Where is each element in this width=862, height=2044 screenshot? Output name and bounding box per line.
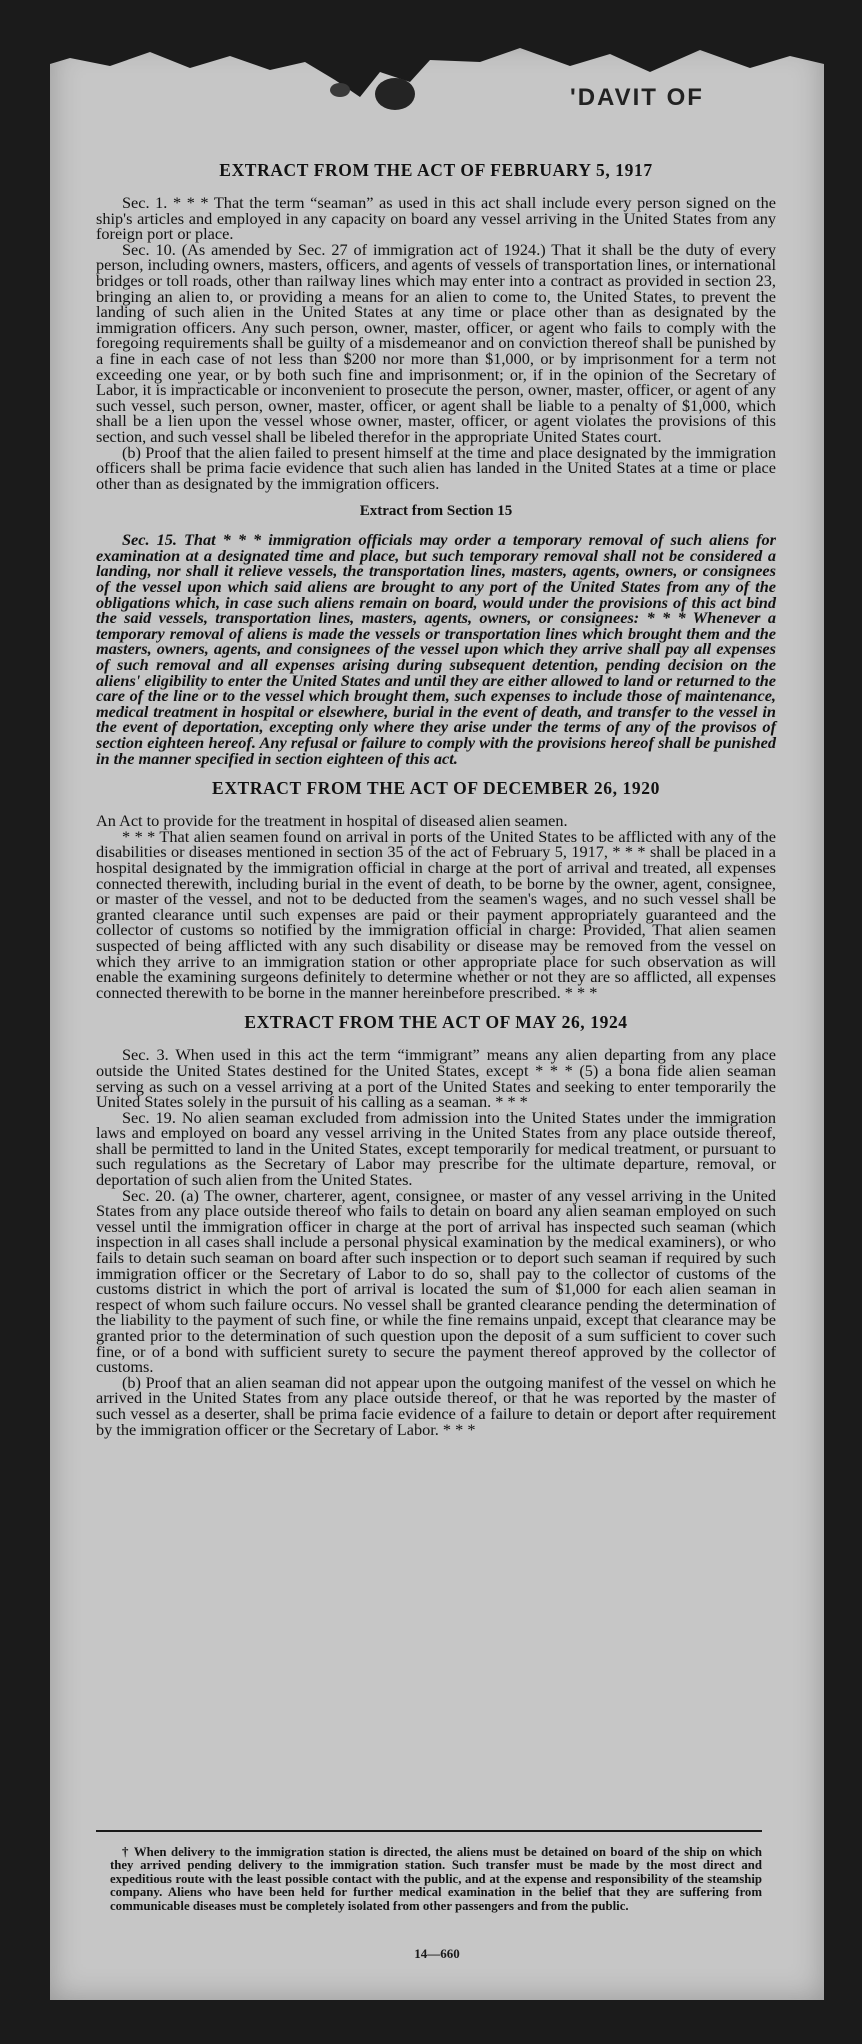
- document-content: [96, 160, 776, 1437]
- section-heading: EXTRACT FROM THE ACT OF FEBRUARY 5, 1917: [219, 160, 653, 180]
- torn-paper-edge: [50, 42, 824, 122]
- paragraph: Sec. 10. (As amended by Sec. 27 of immigration act of 1924.) That it shall be the duty of every person, including owners, masters, officers, and agents of vessels of transportation lines, or international bridges or toll roads, other than railway lines which may enter into a contract as provided in section 23, bringing an alien to, or providing a means for an alien to come to, the United States, to prevent the landing of such alien in the United States at any time or place other than as designated by the immigration officers. Any such person, owner, master, officer, or agent who fails to comply with the foregoing requirements shall be guilty of a misdemeanor and on conviction thereof shall be punished by a fine in each case of not less than $200 nor more than $1,000, or by imprisonment for a term not exceeding one year, or by both such fine and imprisonment; or, if in the opinion of the Secretary of Labor, it is impracticable or inconvenient to prosecute the person, owner, master, officer, or agent of any such vessel, such person, owner, master, officer, or agent shall be liable to a penalty of $1,000, which shall be a lien upon the vessel whose owner, master, officer, or agent violates the provisions of this section, and such vessel shall be libeled therefor in the appropriate United States court.: [96, 239, 776, 446]
- footnote: † When delivery to the immigration station is directed, the aliens must be detained on board of the ship on which they arrived pending delivery to the immigration station. Such transfer must be made by the most direct and expeditious route with the least possible contact with the public, and at the expense and responsibility of the steamship company. Aliens who have been held for further medical examination in the belief that they are suffering from communicable diseases must be completely isolated from other passengers and from the public.: [110, 1845, 762, 1913]
- section-act-1924: [96, 1012, 776, 1437]
- section-act-1920: [96, 778, 776, 1000]
- header-stamp-text: 'DAVIT OF: [570, 84, 704, 111]
- paragraph: Sec. 20. (a) The owner, charterer, agent, consignee, or master of any vessel arriving in the United States from any place outside thereof who fails to detain on board any alien seaman employed on such vessel until the immigration officer in charge at the port of arrival has inspected such seaman (which inspection in all cases shall include a personal physical examination by the medical examiners), or who fails to detain such seaman on board after such inspection or to deport such seaman if required by such immigration officer or the Secretary of Labor to do so, shall pay to the collector of customs of the customs district in which the port of arrival is located the sum of $1,000 for each alien seaman in respect of whom such failure occurs. No vessel shall be granted clearance pending the determination of the liability to the payment of such fine, or while the fine remains unpaid, except that clearance may be granted prior to the determination of such question upon the deposit of a sum sufficient to cover such fine, or of a bond with sufficient surety to secure the payment thereof approved by the collector of customs.: [96, 1185, 776, 1377]
- paragraph: Sec. 1. * * * That the term “seaman” as used in this act shall include every person signed on the ship's articles and employed in any capacity on board any vessel arriving in the United States from any foreign port or place.: [96, 193, 776, 244]
- section-heading: Extract from Section 15: [359, 503, 513, 520]
- paragraph: Sec. 3. When used in this act the term “immigrant” means any alien departing from any place outside the United States destined for the United States, except * * * (5) a bona fide alien seaman serving as such on a vessel arriving at a port of the United States and seeking to enter temporarily the United States solely in the pursuit of his calling as a seaman. * * *: [96, 1045, 776, 1112]
- paragraph: (b) Proof that the alien failed to present himself at the time and place designated by the immigration officers shall be prima facie evidence that such alien has landed in the United States at a time or place other than as designated by the immigration officers.: [96, 442, 776, 493]
- footnote-divider: [96, 1830, 762, 1832]
- section-heading: EXTRACT FROM THE ACT OF DECEMBER 26, 1920: [212, 778, 660, 799]
- paragraph: Sec. 15. That * * * immigration officials may order a temporary removal of such aliens for examination at a designated time and place, but such temporary removal shall not be considered a landing, nor shall it relieve vessels, the transportation lines, masters, agents, owners, or consignees of the vessel upon which said aliens are brought to any port of the United States from any of the obligations which, in case such aliens remain on board, would under the provisions of this act bind the said vessels, transportation lines, masters, agents, owners, or consignees: * * * Whenever a temporary removal of aliens is made the vessels or transportation lines which brought them and the masters, owners, agents, and consignees of the vessel upon which they arrive shall pay all expenses of such removal and all expenses arising during subsequent detention, pending decision on the aliens' eligibility to enter the United States and until they are either allowed to land or returned to the care of the line or to the vessel which brought them, such expenses to include those of maintenance, medical treatment in hospital or elsewhere, burial in the event of death, and transfer to the vessel in the event of deportation, excepting only where they arise under the terms of any of the provisos of section eighteen hereof. Any refusal or failure to comply with the provisions hereof shall be punished in the manner specified in section eighteen of this act.: [96, 530, 776, 768]
- paragraph: An Act to provide for the treatment in hospital of diseased alien seamen.: [96, 811, 568, 831]
- paragraph: Sec. 19. No alien seaman excluded from admission into the United States under the immigration laws and employed on board any vessel arriving in the United States from any place outside thereof, shall be permitted to land in the United States, except temporarily for medical treatment, or pursuant to such regulations as the Secretary of Labor may prescribe for the ultimate departure, removal, or deportation of such alien from the United States.: [96, 1107, 776, 1190]
- document-page: [50, 42, 824, 2000]
- section-act-1917: [96, 160, 776, 491]
- paragraph: (b) Proof that an alien seaman did not appear upon the outgoing manifest of the vessel on which he arrived in the United States from any place outside thereof, or that he was reported by the master of such vessel as a deserter, shall be prima facie evidence of a failure to detain or deport after requirement by the immigration officer or the Secretary of Labor. * * *: [96, 1372, 776, 1439]
- section-15-extract: [96, 503, 776, 766]
- page-number: 14—660: [414, 1946, 460, 1961]
- paragraph: * * * That alien seamen found on arrival in ports of the United States to be afflicted with any of the disabilities or diseases mentioned in section 35 of the act of February 5, 1917, * * * shall be placed in a hospital designated by the immigration official in charge at the port of arrival and treated, all expenses connected therewith, including burial in the event of death, to be borne by the owner, agent, consignee, or master of the vessel, and not to be deducted from the seamen's wages, and no such vessel shall be granted clearance until such expenses are paid or their payment appropriately guaranteed and the collector of customs so notified by the immigration official in charge: Provided, That alien seamen suspected of being afflicted with any such disability or disease may be removed from the vessel on which they arrive to an immigration station or other appropriate place for such observation as will enable the examining surgeons definitely to determine whether or not they are so afflicted, all expenses connected therewith to be borne in the manner hereinbefore prescribed. * * *: [96, 826, 776, 1002]
- section-heading: EXTRACT FROM THE ACT OF MAY 26, 1924: [244, 1012, 628, 1033]
